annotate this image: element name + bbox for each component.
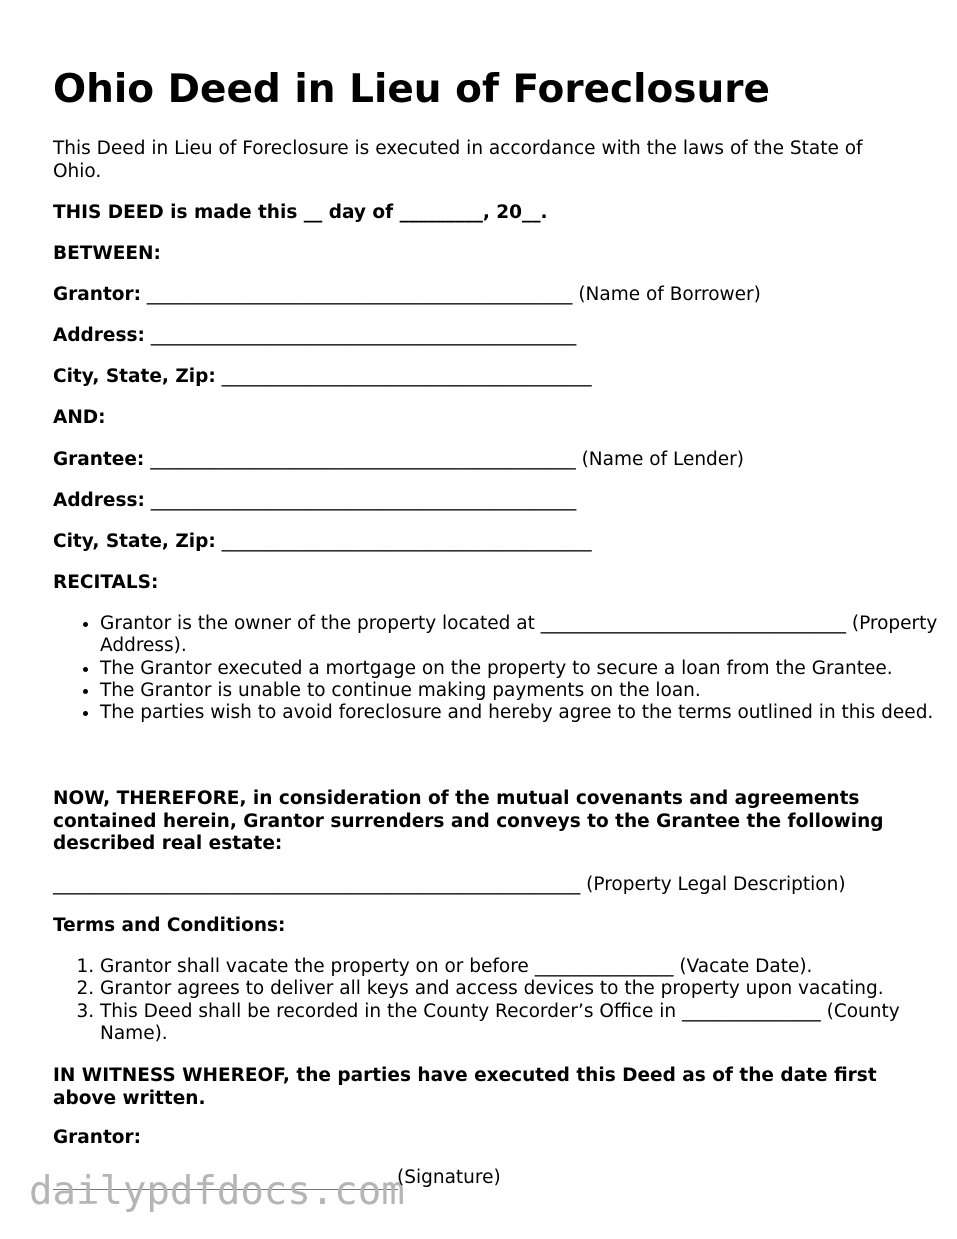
recitals-list: [53, 613, 950, 724]
grantor-blank: ______________________________________________: [141, 284, 579, 305]
list-item: • The parties wish to avoid foreclosure and hereby agree to the terms outlined in this deed.: [100, 702, 950, 724]
list-item: 2. Grantor agrees to deliver all keys and access devices to the property upon vacating.: [100, 978, 950, 1000]
signature-note: (Signature): [397, 1167, 501, 1188]
grantor-city-line: [53, 366, 592, 389]
grantor-sign-label: Grantor:: [53, 1127, 142, 1148]
grantor-label: Grantor:: [53, 284, 142, 305]
grantee-city-blank: ________________________________________: [215, 531, 592, 552]
between-heading: BETWEEN:: [53, 243, 161, 264]
list-item: • The Grantor executed a mortgage on the property to secure a loan from the Grantee.: [100, 658, 950, 680]
grantor-address-line: [53, 325, 576, 348]
terms-heading: Terms and Conditions:: [53, 915, 286, 936]
list-item: 3. This Deed shall be recorded in the County Recorder’s Office in _______________ (County Name).: [100, 1001, 950, 1046]
list-item: 1. Grantor shall vacate the property on or before _______________ (Vacate Date).: [100, 956, 950, 978]
legal-description-blank: _________________________________________________________: [53, 874, 587, 895]
grantee-city-line: [53, 531, 592, 554]
grantee-note: (Name of Lender): [581, 449, 745, 470]
grantee-city-label: City, State, Zip:: [53, 531, 216, 552]
grantor-note: (Name of Borrower): [578, 284, 761, 305]
grantor-address-label: Address:: [53, 325, 145, 346]
intro-paragraph: This Deed in Lieu of Foreclosure is executed in accordance with the laws of the State of Ohio.: [53, 138, 863, 182]
grantee-label: Grantee:: [53, 449, 145, 470]
list-item: • The Grantor is unable to continue making payments on the loan.: [100, 680, 950, 702]
witness-paragraph: IN WITNESS WHEREOF, the parties have executed this Deed as of the date first above written.: [53, 1065, 877, 1109]
grantor-city-blank: ________________________________________: [215, 366, 592, 387]
and-heading: AND:: [53, 407, 106, 428]
made-line: THIS DEED is made this __ day of _________, 20__.: [53, 202, 548, 223]
grantor-city-label: City, State, Zip:: [53, 366, 216, 387]
recitals-heading: RECITALS:: [53, 572, 159, 593]
legal-description-line: [53, 874, 846, 897]
legal-description-note: (Property Legal Description): [586, 874, 846, 895]
now-therefore-paragraph: NOW, THEREFORE, in consideration of the mutual covenants and agreements contained herein, Grantor surrenders and conveys to the Grantee the following described real estate:: [53, 788, 884, 854]
grantee-address-line: [53, 490, 576, 513]
grantee-blank: ______________________________________________: [144, 449, 582, 470]
grantee-line: [53, 449, 744, 472]
list-item: • Grantor is the owner of the property located at _________________________________ (Property Address).: [100, 613, 950, 658]
terms-list: [53, 956, 950, 1045]
document-title: Ohio Deed in Lieu of Foreclosure: [53, 67, 770, 112]
grantee-address-label: Address:: [53, 490, 145, 511]
watermark: dailypdfdocs.com: [29, 1169, 405, 1214]
grantee-address-blank: ______________________________________________: [144, 490, 577, 511]
grantor-address-blank: ______________________________________________: [144, 325, 577, 346]
grantor-line: [53, 284, 761, 307]
